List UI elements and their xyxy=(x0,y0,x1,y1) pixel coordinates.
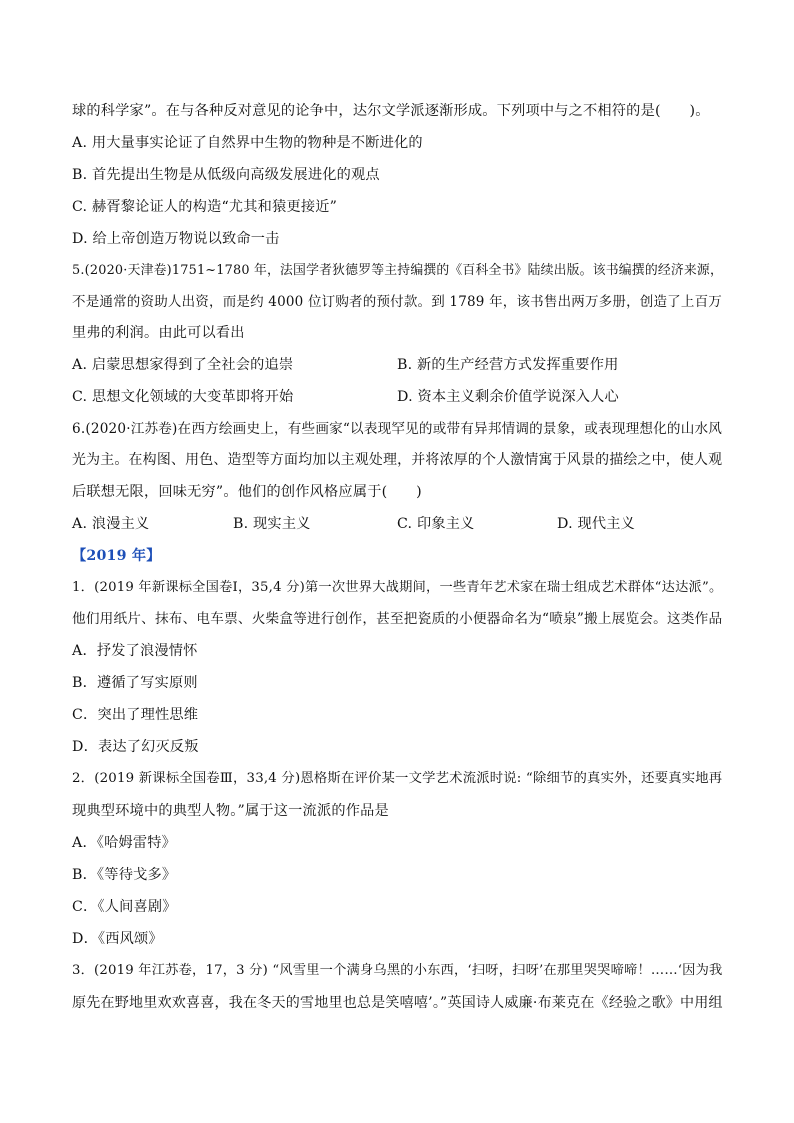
question-text: 不是通常的资助人出资，而是约 4000 位订购者的预付款。到 1789 年，该书售出两万多册，创造了上百万 xyxy=(72,294,722,310)
question-text: 光为主。在构图、用色、造型等方面均加以主观处理，并将浓厚的个人激情寓于风景的描绘之中，使人观 xyxy=(72,452,723,468)
question-text: 后联想无限，回味无穷”。他们的创作风格应属于( ) xyxy=(72,484,422,500)
question-text: 球的科学家”。在与各种反对意见的论争中，达尔文学派逐渐形成。下列项中与之不相符的是( )。 xyxy=(72,103,710,119)
option-d: D. 现代主义 xyxy=(557,516,636,532)
option-c: C．《人间喜剧》 xyxy=(72,899,177,915)
option-d: D. 给上帝创造万物说以致命一击 xyxy=(72,231,280,247)
option-b: B．《等待戈多》 xyxy=(72,867,177,883)
option-b: B. 新的生产经营方式发挥重要作用 xyxy=(397,357,619,373)
question-text: 1．(2019 年新课标全国卷Ⅰ，35,4 分)第一次世界大战期间，一些青年艺术家在瑞士组成艺术群体“达达派”。 xyxy=(72,580,723,595)
question-text: 5.(2020·天津卷)1751~1780 年，法国学者狄德罗等主持编撰的《百科全书》陆续出版。该书编撰的经济来源， xyxy=(72,263,723,278)
option-c: C. 印象主义 xyxy=(397,516,475,532)
option-a: A. 启蒙思想家得到了全社会的追崇 xyxy=(72,357,294,373)
option-c: C. 思想文化领域的大变革即将开始 xyxy=(72,389,294,405)
question-text: 原先在野地里欢欢喜喜，我在冬天的雪地里也总是笑嘻嘻’。”英国诗人威廉·布莱克在《经验之歌》中用组 xyxy=(72,995,723,1011)
option-a: A．《哈姆雷特》 xyxy=(72,835,177,851)
option-d: D. 资本主义剩余价值学说深入人心 xyxy=(397,389,619,405)
question-text: 里弗的利润。由此可以看出 xyxy=(72,325,245,341)
option-a: A. 用大量事实论证了自然界中生物的物种是不断进化的 xyxy=(72,135,423,151)
option-d: D．表达了幻灭反叛 xyxy=(72,739,199,755)
section-heading-2019: 【2019 年】 xyxy=(72,548,161,564)
question-text: 他们用纸片、抹布、电车票、火柴盒等进行创作，甚至把瓷质的小便器命名为“喷泉”搬上展览会。这类作品 xyxy=(72,611,723,627)
option-b: B．遵循了写实原则 xyxy=(72,675,198,691)
question-text: 现典型环境中的典型人物。”属于这一流派的作品是 xyxy=(72,803,389,819)
option-b: B. 现实主义 xyxy=(233,516,311,532)
option-b: B. 首先提出生物是从低级向高级发展进化的观点 xyxy=(72,167,380,183)
question-text: 6.(2020·江苏卷)在西方绘画史上，有些画家“以表现罕见的或带有异邦情调的景象，或表现理想化的山水风 xyxy=(72,421,723,437)
option-c: C. 赫胥黎论证人的构造“尤其和猿更接近” xyxy=(72,199,338,215)
option-a: A．抒发了浪漫情怀 xyxy=(72,643,198,659)
question-text: 2．(2019 新课标全国卷Ⅲ，33,4 分)恩格斯在评价某一文学艺术流派时说: “除细节的真实外，还要真实地再 xyxy=(72,771,723,786)
option-d: D．《西风颂》 xyxy=(72,931,163,947)
option-c: C．突出了理性思维 xyxy=(72,707,199,723)
question-text: 3．(2019 年江苏卷，17，3 分) “风雪里一个满身乌黑的小东西，‘扫呀，扫呀’在那里哭哭啼啼！……‘因为我 xyxy=(72,963,723,978)
option-a: A. 浪漫主义 xyxy=(72,516,150,532)
